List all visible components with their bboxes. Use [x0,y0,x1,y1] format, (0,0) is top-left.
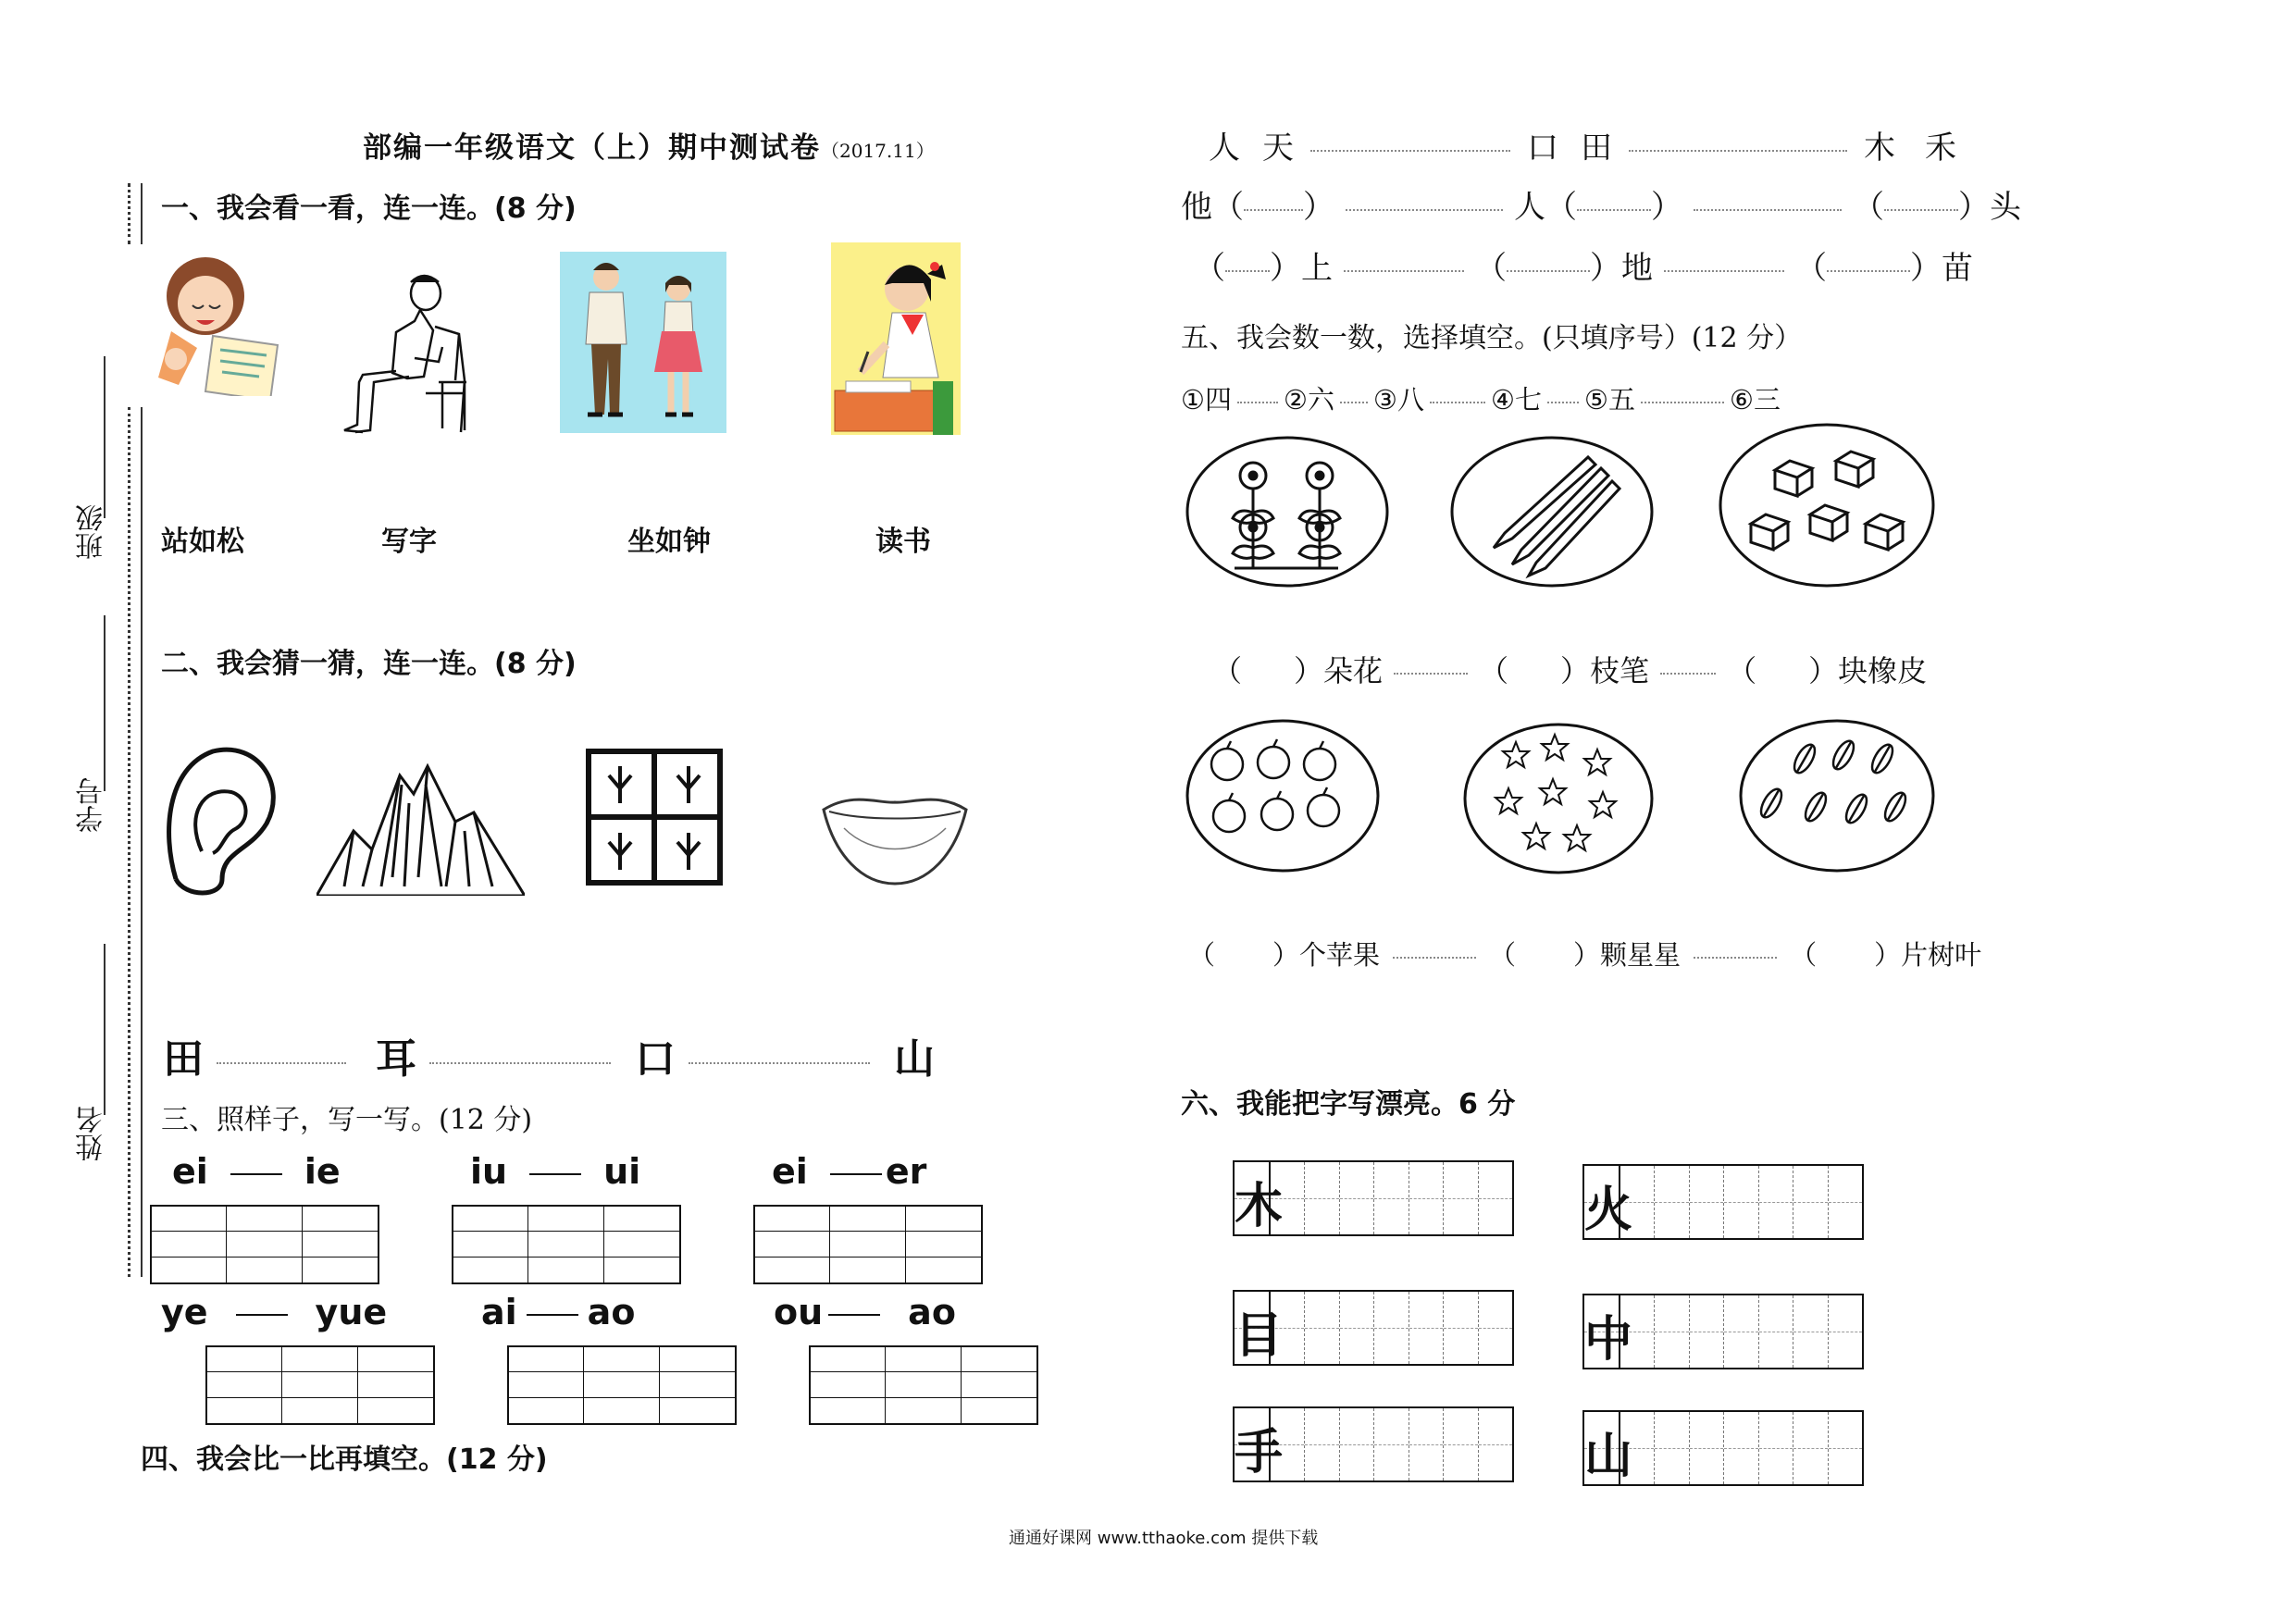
compare-text: （ [1795,250,1827,287]
count-label: ）朵花 [1294,653,1384,688]
writing-grid[interactable] [507,1345,737,1425]
title-text: 部编一年级语文（上）期中测试卷 [363,131,821,165]
compare-text: ） [1303,189,1334,226]
char-kou [635,1025,870,1084]
writing-box-shan[interactable] [1582,1410,1864,1486]
option: ⑥三 [1730,384,1781,415]
count-label: ）颗星星 [1573,939,1682,971]
option: ②六 [1284,384,1334,415]
answer-blank[interactable] [1225,268,1270,272]
paren: （ [1479,653,1509,688]
option: ①四 [1181,384,1232,415]
pinyin-a: ou [774,1292,824,1332]
dash [236,1314,288,1316]
compare-char: 天 [1262,130,1294,167]
dots [1629,148,1847,152]
model-char: 手 [1235,1425,1284,1481]
option: ⑤五 [1584,384,1635,415]
dots [1394,671,1468,675]
model-char: 木 [1235,1179,1284,1234]
dots [1694,207,1842,211]
pinyin-pair [172,1151,341,1192]
pinyin-pair [772,1151,926,1192]
char-er-text: 耳 [376,1035,416,1083]
count-label: ）片树叶 [1874,939,1982,971]
pinyin-a: ye [161,1292,208,1332]
answer-blank[interactable] [1884,207,1958,211]
erasers-plate-picture [1718,422,1936,588]
class-blank-line [104,356,105,518]
pinyin-pair [481,1292,635,1332]
compare-text: 他（ [1181,189,1244,226]
standing-kids-picture [560,252,726,433]
compare-char: 禾 [1925,130,1956,167]
option: ④七 [1491,384,1542,415]
writing-grid[interactable] [753,1205,983,1284]
section-6-heading: 六、我能把字写漂亮。6 分 [1181,1088,1516,1121]
dots [1664,268,1784,272]
dots [1694,955,1777,959]
count-label: ）块橡皮 [1808,653,1928,688]
name-blank-line [104,944,105,1115]
mouth-picture [816,791,974,893]
field-picture [585,748,724,886]
dots [1430,400,1485,403]
dash [529,1173,581,1175]
pinyin-pair [470,1151,640,1192]
compare-row-3 [1194,242,1973,288]
writing-grid[interactable] [205,1345,435,1425]
dots [1393,955,1476,959]
dots [1340,400,1368,403]
compare-text: （ [1475,250,1507,287]
pinyin-b: er [885,1151,927,1192]
compare-row-2 [1181,181,2021,227]
sitting-man-picture [335,273,483,435]
class-label: 班级 [76,504,108,560]
apples-plate-picture [1185,718,1381,873]
model-char: 山 [1584,1429,1633,1484]
char-er [376,1025,611,1084]
section-1-heading: 一、我会看一看，连一连。(8 分) [161,192,577,225]
dash [230,1173,282,1175]
dots [1344,268,1464,272]
model-char: 中 [1584,1312,1633,1368]
compare-text: ）苗 [1910,250,1973,287]
binding-solid-line-top [141,183,143,244]
compare-text: ）地 [1590,250,1653,287]
model-char: 火 [1584,1183,1633,1238]
binding-dotted-line-top [128,183,130,244]
paren: （ [1489,939,1517,971]
paren: （ [1188,939,1216,971]
model-char: 目 [1235,1308,1284,1364]
connect-dots [689,1060,870,1064]
title-date: （2017.11） [821,140,935,162]
pinyin-b: yue [315,1292,388,1332]
compare-row-1 [1209,122,1956,167]
dots [1310,148,1510,152]
section-2-heading: 二、我会猜一猜，连一连。(8 分) [161,648,577,680]
answer-blank[interactable] [1507,268,1590,272]
name-label: 姓名 [76,1106,108,1161]
writing-grid[interactable] [150,1205,379,1284]
compare-text: （ [1853,189,1884,226]
pinyin-b: ui [603,1151,641,1192]
connect-dots [217,1060,346,1064]
paren: （ [1727,653,1757,688]
pinyin-pair [161,1292,387,1332]
writing-box-mu[interactable] [1233,1160,1514,1236]
section-4-heading: 四、我会比一比再填空。(12 分) [141,1443,548,1476]
compare-char: 田 [1581,130,1612,167]
compare-char: 口 [1527,130,1558,167]
dash [828,1314,880,1316]
stars-plate-picture [1462,722,1655,875]
compare-text: （ [1194,250,1225,287]
connect-dots [429,1060,611,1064]
compare-char: 人 [1209,130,1240,167]
writing-grid[interactable] [452,1205,681,1284]
writing-grid[interactable] [809,1345,1038,1425]
dots [1547,400,1579,403]
dots [1660,671,1716,675]
dash [830,1173,882,1175]
leaves-plate-picture [1738,718,1936,873]
option: ③八 [1373,384,1424,415]
count-row-2 [1188,935,1981,973]
count-label: ）枝笔 [1560,653,1650,688]
writing-box-mu-eye[interactable] [1233,1290,1514,1366]
count-options [1181,379,1781,417]
count-row-1 [1212,648,1927,690]
char-tian [163,1025,346,1084]
flowers-plate-picture [1185,435,1390,588]
char-tian-text: 田 [163,1035,204,1083]
pinyin-a: ei [172,1151,208,1192]
writing-box-huo[interactable] [1582,1164,1864,1240]
compare-text: ）头 [1958,189,2021,226]
dots [1237,400,1278,403]
binding-dotted-line [128,407,130,1277]
section-5-heading: 五、我会数一数，选择填空。(只填序号）(12 分） [1181,322,1803,354]
reading-girl-picture [148,248,287,396]
label-du-shu: 读书 [875,526,931,558]
writing-box-shou[interactable] [1233,1406,1514,1482]
ear-picture [157,740,282,899]
char-shan: 山 [894,1035,935,1083]
writing-girl-picture [831,242,961,435]
paren: （ [1212,653,1243,688]
pinyin-a: ei [772,1151,808,1192]
answer-blank[interactable] [1577,207,1651,211]
writing-box-zhong[interactable] [1582,1294,1864,1369]
dots [1641,400,1724,403]
compare-text: ） [1651,189,1682,226]
label-zuo-ru-zhong: 坐如钟 [627,526,711,558]
char-kou-text: 口 [635,1035,676,1083]
paren: （ [1790,939,1818,971]
page-title [363,124,935,166]
label-zhan-ru-song: 站如松 [161,526,244,558]
pinyin-a: ai [481,1292,517,1332]
pinyin-pair [774,1292,956,1332]
number-blank-line [104,615,105,791]
compare-char: 木 [1864,130,1895,167]
section-3-heading: 三、照样子，写一写。(12 分) [161,1104,533,1136]
pinyin-b: ie [304,1151,341,1192]
answer-blank[interactable] [1827,268,1910,272]
page-footer: 通通好课网 www.tthaoke.com 提供下载 [1009,1529,1319,1548]
pinyin-b: ao [908,1292,956,1332]
pinyin-b: ao [587,1292,636,1332]
pinyin-a: iu [470,1151,508,1192]
pencils-plate-picture [1449,435,1655,588]
count-label: ）个苹果 [1272,939,1381,971]
compare-text: ）上 [1270,250,1333,287]
answer-blank[interactable] [1244,207,1303,211]
dash [527,1314,578,1316]
label-xie-zi: 写字 [381,526,437,558]
dots [1346,207,1503,211]
binding-solid-line [141,407,143,1277]
number-label: 学号 [76,777,108,833]
compare-text: 人（ [1514,189,1577,226]
mountain-picture [316,757,525,896]
